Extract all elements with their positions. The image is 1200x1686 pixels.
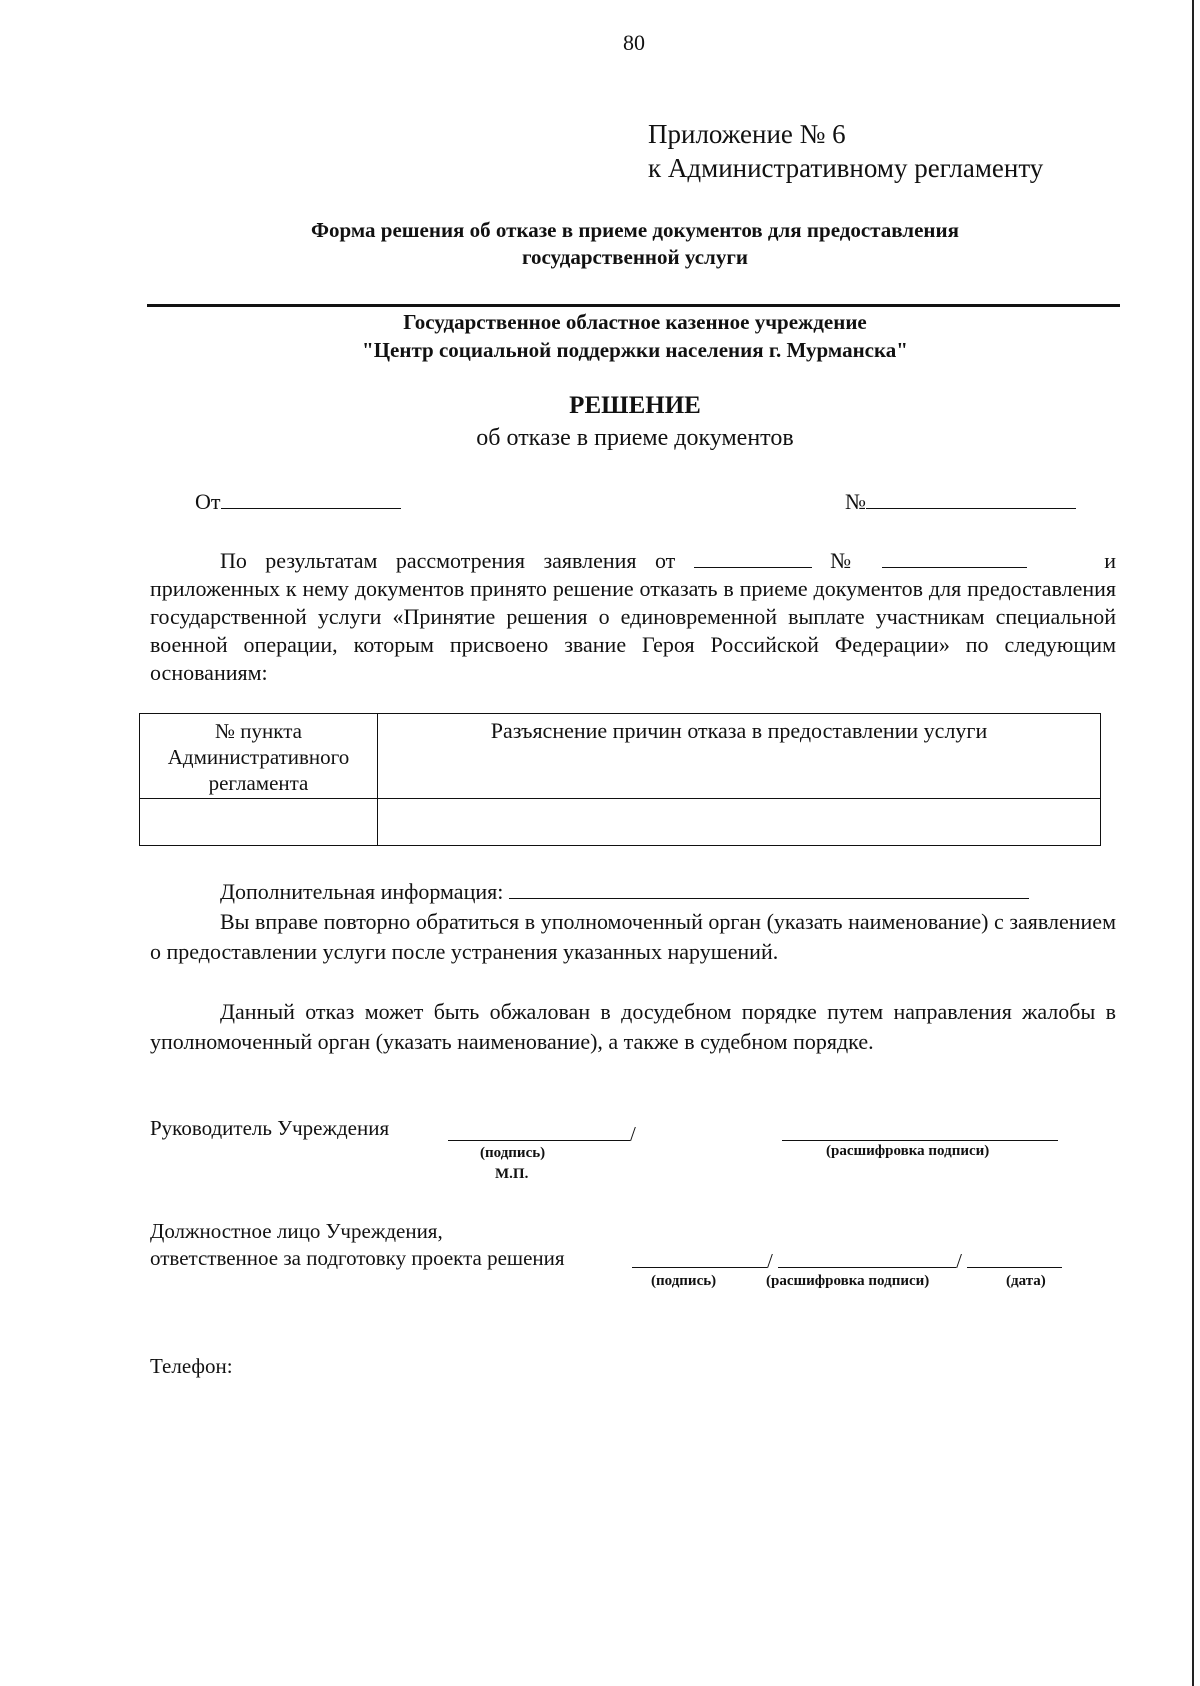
organization-line-1: Государственное областное казенное учреждение — [403, 310, 867, 334]
official-sign-blank[interactable] — [632, 1245, 767, 1268]
official-sign-caption: (подпись) — [651, 1273, 717, 1289]
header-divider — [147, 304, 1120, 307]
organization-name — [0, 308, 1200, 364]
form-title — [0, 217, 1200, 271]
official-date-blank[interactable] — [967, 1245, 1062, 1268]
decision-subtitle: об отказе в приеме документов — [476, 425, 794, 451]
table-cell-reason[interactable] — [378, 799, 1101, 846]
table-header-row — [140, 714, 1101, 799]
column-header-clause: № пункта Административного регламента — [140, 714, 378, 799]
official-decode-caption: (расшифровка подписи) — [766, 1273, 930, 1289]
from-date-blank[interactable] — [221, 486, 401, 509]
appendix-line-2: к Административному регламенту — [648, 153, 1044, 183]
official-signature-blanks: / / — [632, 1245, 1062, 1274]
official-signature-label: Должностное лицо Учреждения, ответственное за подготовку проекта решения — [150, 1219, 565, 1270]
application-date-blank[interactable] — [694, 545, 812, 568]
decision-number-field — [845, 486, 1076, 515]
phone-label: Телефон: — [150, 1354, 233, 1378]
head-decode-blank[interactable] — [782, 1118, 1058, 1146]
additional-info-blank[interactable] — [509, 876, 1029, 899]
additional-info-label: Дополнительная информация: — [220, 879, 504, 904]
form-title-line-2: государственной услуги — [522, 245, 748, 269]
additional-info-field — [220, 876, 1029, 905]
head-sign-caption: (подпись) — [480, 1145, 546, 1161]
appendix-line-1: Приложение № 6 — [648, 119, 846, 149]
table-cell-clause[interactable] — [140, 799, 378, 846]
application-number-blank[interactable] — [882, 545, 1027, 568]
paragraph-2: Вы вправе повторно обратиться в уполномоченный орган (указать наименование) с заявлением о предоставлении услуги после устранения указанных нарушений. — [150, 909, 1116, 964]
page-number: 80 — [623, 30, 645, 55]
head-decode-caption: (расшифровка подписи) — [826, 1143, 990, 1159]
decision-number-blank[interactable] — [866, 486, 1076, 509]
column-header-reason: Разъяснение причин отказа в предоставлении услуги — [378, 714, 1101, 799]
from-label: От — [195, 489, 221, 514]
paragraph-3: Данный отказ может быть обжалован в досудебном порядке путем направления жалобы в уполномоченный орган (указать наименование), а также в судебном порядке. — [150, 999, 1116, 1054]
appendix-block — [648, 117, 1043, 185]
form-title-line-1: Форма решения об отказе в приеме документов для предоставления — [311, 218, 959, 242]
from-date-field — [195, 486, 401, 515]
official-decode-blank[interactable] — [778, 1245, 956, 1268]
paragraph-1-first-line: По результатам рассмотрения заявления от № и — [150, 545, 1116, 575]
official-date-caption: (дата) — [1006, 1273, 1046, 1289]
reasons-table — [139, 713, 1101, 846]
head-signature-blank[interactable]: / — [448, 1118, 636, 1147]
table-row — [140, 799, 1101, 846]
head-signature-label: Руководитель Учреждения — [150, 1116, 390, 1140]
decision-title: РЕШЕНИЕ — [569, 392, 701, 419]
paragraph-1 — [150, 545, 1116, 687]
number-label: № — [845, 489, 866, 514]
stamp-label: М.П. — [495, 1166, 529, 1182]
organization-line-2: "Центр социальной поддержки населения г. Мурманска" — [362, 338, 908, 362]
paragraph-1-text: приложенных к нему документов принято решение отказать в приеме документов для предоставления государственной услуги «Принятие решения о единовременной выплате участникам специальной военной операции, которым присвоено звание Героя Российской Федерации» по следующим основаниям: — [150, 576, 1116, 685]
